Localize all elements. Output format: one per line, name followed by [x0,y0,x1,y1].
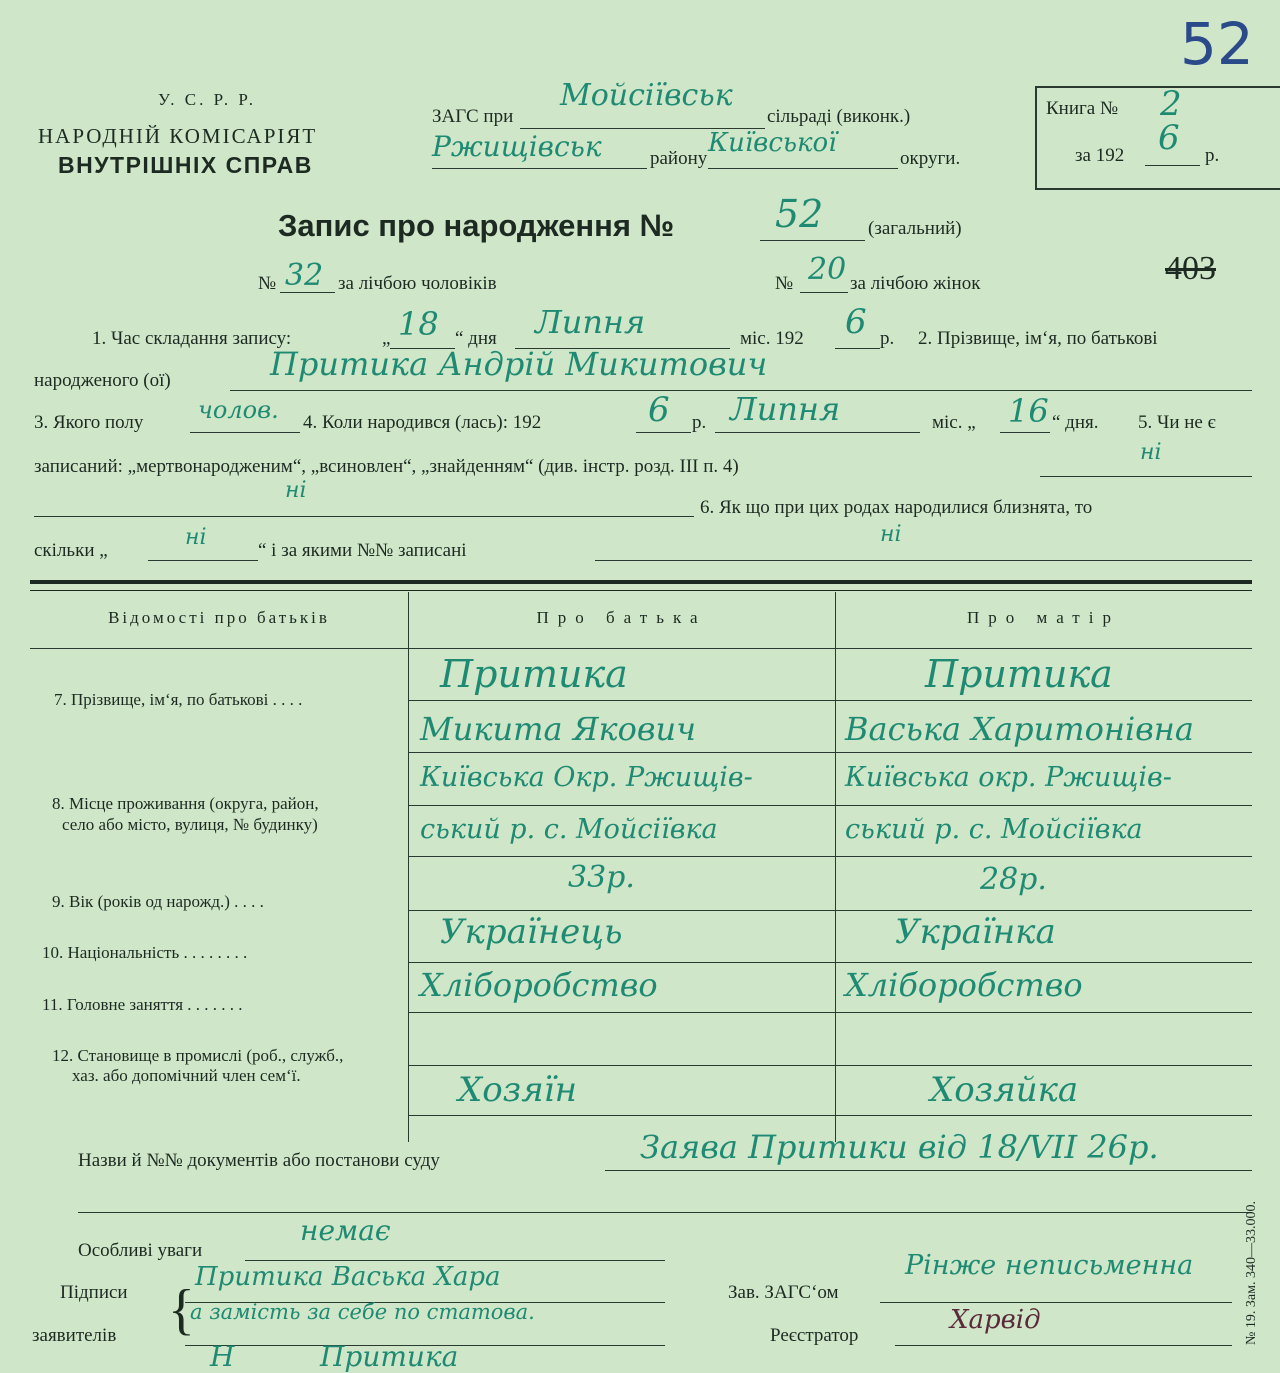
hw-f5-answer2: ні [285,478,307,503]
f1-day-label: “ дня [455,328,497,349]
hw-birth-day: 16 [1008,392,1049,430]
hw-father-age: 33р. [568,860,635,895]
born-label: народженого (ої) [34,370,171,391]
book-label: Книга № [1046,98,1119,119]
side-print-code: № 19. Зам. 340—33.000. [1244,1201,1259,1345]
row-label-residence-2: село або місто, вулиця, № будинку) [62,815,318,834]
hw-birth-month: Липня [730,390,841,428]
col-header-father: Про батька [536,608,707,627]
row-label-age: 9. Вік (років од нарожд.) . . . . [52,892,264,911]
corner-number: 52 [1180,10,1254,78]
okrugy-label: округи. [900,148,961,169]
hw-twins: ні [185,525,207,550]
book-year-label: за 192 [1075,145,1125,166]
men-label: за лічбою чоловіків [338,273,497,294]
hw-signature-3: Притика [320,1340,459,1373]
silradi-label: сільраді (виконк.) [767,106,911,127]
f4-day-label: “ дня. [1052,412,1099,433]
zav-label: Зав. ЗАГС‘ом [728,1282,839,1303]
hw-father-name: Микита Якович [420,710,697,748]
record-title: Запис про народження № [278,208,675,243]
row-label-nationality: 10. Національність . . . . . . . . [42,943,248,962]
f1-month-label: міс. 192 [740,328,804,349]
skilky-end: “ і за якими №№ записані [258,540,467,561]
hw-registrar: Харвід [950,1305,1041,1335]
hw-men-number: 32 [285,258,324,293]
hw-signature-1: Притика Васька Хара [195,1262,501,1292]
header-commissariat: НАРОДНІЙ КОМІСАРІЯТ [38,124,318,148]
row-label-name: 7. Прізвище, ім‘я, по батькові . . . . [54,690,303,709]
hw-father-occupation: Хліборобство [420,966,658,1004]
hw-record-month: Липня [535,303,646,341]
documents-label: Назви й №№ документів або постанови суду [78,1150,440,1171]
f3-label: 3. Якого полу [34,412,144,433]
zags-pri-label: ЗАГС при [432,106,514,127]
f6-label: 6. Як що при цих родах народилися близнята, то [700,497,1093,518]
header-ussr: У. С. Р. Р. [158,90,257,109]
f5-label: 5. Чи не є [1138,412,1216,433]
hw-twins2: ні [880,522,902,547]
f4-year-suffix: р. [692,412,707,433]
header-internal-affairs: ВНУТРІШНІХ СПРАВ [58,152,313,178]
hw-child-name: Притика Андрій Микитович [270,345,768,383]
table-top-rule-thin [30,590,1252,591]
hw-mother-nationality: Українка [895,912,1056,952]
table-top-rule [30,580,1252,584]
f4-label: 4. Коли народився (лась): 192 [303,412,542,433]
hw-signature-3-prefix: Н [210,1340,235,1373]
hw-mother-residence: Київська окр. Ржищів- [845,762,1172,793]
f1-quote-open: „ [382,328,391,349]
hw-documents: Заява Притики від 18/VII 26р. [640,1128,1159,1166]
hw-book-number: 2 [1160,84,1182,124]
col-header-info: Відомості про батьків [108,608,330,627]
hw-father-position: Хозяїн [458,1070,577,1110]
hw-record-day: 18 [398,305,439,343]
hw-sex: чолов. [198,396,279,424]
struck-number: 403 [1165,250,1216,287]
hw-signature-2: а замість за себе по статова. [190,1300,535,1324]
f1-label: 1. Час складання запису: [92,328,292,349]
f1-year-suffix: р. [880,328,895,349]
special-label: Особливі уваги [78,1240,203,1261]
row-label-residence: 8. Місце проживання (округа, район, [52,794,319,813]
hw-father-residence-2: ський р. с. Мойсіївка [420,814,718,845]
book-year-suffix: р. [1205,145,1220,166]
signatures-label-2: заявителів [32,1325,117,1346]
hw-mother-surname: Притика [925,652,1113,696]
hw-special: немає [300,1214,391,1247]
hw-book-year: 6 [1158,118,1180,158]
f5-line2: записаний: „мертвонародженим“, „всиновлен“, „знайденням“ (див. інстр. розд. III п. 4) [34,456,739,477]
hw-father-surname: Притика [440,652,628,696]
hw-f5-answer: ні [1140,440,1162,465]
hw-village: Мойсіївськ [560,78,733,113]
hw-women-number: 20 [808,252,847,287]
hw-birth-year: 6 [648,390,670,430]
women-no-symbol: № [775,273,794,294]
hw-record-number: 52 [775,192,824,236]
hw-zav: Рінже неписьменна [905,1250,1194,1281]
hw-mother-residence-2: ський р. с. Мойсіївка [845,814,1143,845]
hw-raion: Ржищівськ [432,130,602,163]
hw-mother-age: 28р. [980,862,1047,897]
hw-mother-occupation: Хліборобство [845,966,1083,1004]
raionu-label: району [650,148,708,169]
hw-mother-position: Хозяйка [930,1070,1079,1110]
row-label-position-2: хаз. або допомічний член сем‘ї. [72,1066,301,1085]
women-label: за лічбою жінок [850,273,981,294]
skilky-label: скільки „ [34,540,108,561]
general-label: (загальний) [868,218,962,239]
hw-record-year: 6 [845,302,867,342]
brace-icon: { [168,1279,195,1341]
col-header-mother: Про матір [967,608,1120,627]
hw-father-nationality: Українець [440,912,623,952]
f2-label: 2. Прізвище, ім‘я, по батькові [918,328,1158,349]
hw-mother-name: Васька Харитонівна [845,710,1194,748]
f4-month-label: міс. „ [932,412,976,433]
men-no-symbol: № [258,273,277,294]
hw-okrug: Київської [708,128,837,158]
row-label-occupation: 11. Головне заняття . . . . . . . [42,995,243,1014]
registrar-label: Реєстратор [770,1325,859,1346]
signatures-label: Підписи [60,1282,128,1303]
hw-father-residence: Київська Окр. Ржищів- [420,762,753,793]
row-label-position: 12. Становище в промислі (роб., служб., [52,1046,344,1065]
